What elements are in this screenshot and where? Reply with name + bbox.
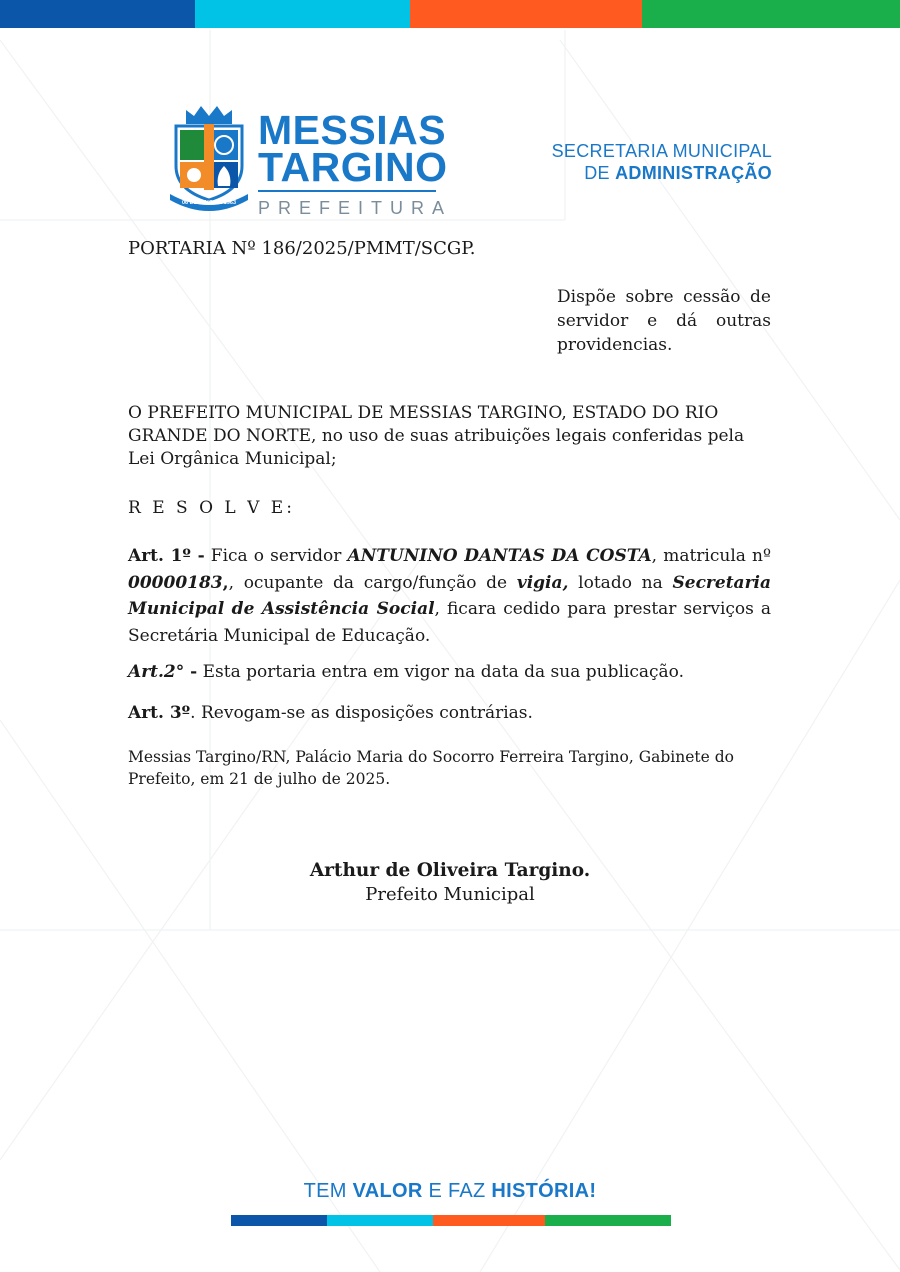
article-1-label: Art. 1º - xyxy=(128,546,205,566)
bottom-color-stripe xyxy=(231,1215,671,1226)
article-3: Art. 3º. Revogam-se as disposições contrárias. xyxy=(128,703,533,723)
bottom-stripe-green xyxy=(545,1215,671,1226)
matricula-number: 00000183 xyxy=(128,572,223,593)
article-2-label: Art.2° xyxy=(128,662,185,682)
article-3-label: Art. 3º xyxy=(128,703,191,723)
brand-line-1: MESSIAS xyxy=(258,107,447,153)
preambulo: O PREFEITO MUNICIPAL DE MESSIAS TARGINO, ESTADO DO RIO GRANDE DO NORTE, no uso de suas atribuições legais conferidas pela Lei Orgânica Municipal; xyxy=(128,403,745,469)
ementa: Dispõe sobre cessão de servidor e dá outras providencias. xyxy=(557,287,771,355)
article-1: Art. 1º - Fica o servidor ANTUNINO DANTAS DA COSTA, matricula nº 00000183,, ocupante da cargo/função de vigia, lotado na Secretaria Municipal de Assistência Social, ficara cedido para prestar serviços a Secretária Municipal de Educação. xyxy=(128,546,771,646)
signature-role: Prefeito Municipal xyxy=(365,884,535,905)
article-2: Art.2° - Esta portaria entra em vigor na data da sua publicação. xyxy=(128,662,684,682)
local-and-date: Messias Targino/RN, Palácio Maria do Socorro Ferreira Targino, Gabinete do Prefeito, em 21 de julho de 2025. xyxy=(128,748,734,788)
cargo: vigia, xyxy=(516,572,569,593)
bottom-stripe-cyan xyxy=(327,1215,433,1226)
footer-slogan: TEM VALOR E FAZ HISTÓRIA! xyxy=(303,1180,597,1202)
brand-wordmark xyxy=(258,107,453,219)
cotton-icon xyxy=(187,168,201,182)
bottom-stripe-dark-blue xyxy=(231,1215,327,1226)
bottom-stripe-orange xyxy=(433,1215,545,1226)
portaria-title: PORTARIA Nº 186/2025/PMMT/SCGP. xyxy=(128,238,476,259)
secretaria-line-1: SECRETARIA MUNICIPAL xyxy=(551,141,772,161)
brand-rule xyxy=(258,190,436,192)
servidor-name: ANTUNINO DANTAS DA COSTA xyxy=(347,546,652,566)
secretaria-line-2: DE ADMINISTRAÇÃO xyxy=(584,163,772,183)
crest-ribbon-text: 06 DE MAIO DE 1963 xyxy=(181,200,237,206)
signature-name: Arthur de Oliveira Targino. xyxy=(309,860,591,881)
crown-icon xyxy=(186,106,232,124)
secretaria-header xyxy=(552,140,772,184)
municipal-crest-logo xyxy=(168,104,250,212)
resolve-heading: R E S O L V E: xyxy=(128,498,295,518)
brand-line-2: TARGINO xyxy=(258,144,448,190)
brand-subtitle: PREFEITURA xyxy=(258,198,453,218)
secretaria-lotacao: Secretaria Municipal de Assistência Social xyxy=(128,572,771,619)
